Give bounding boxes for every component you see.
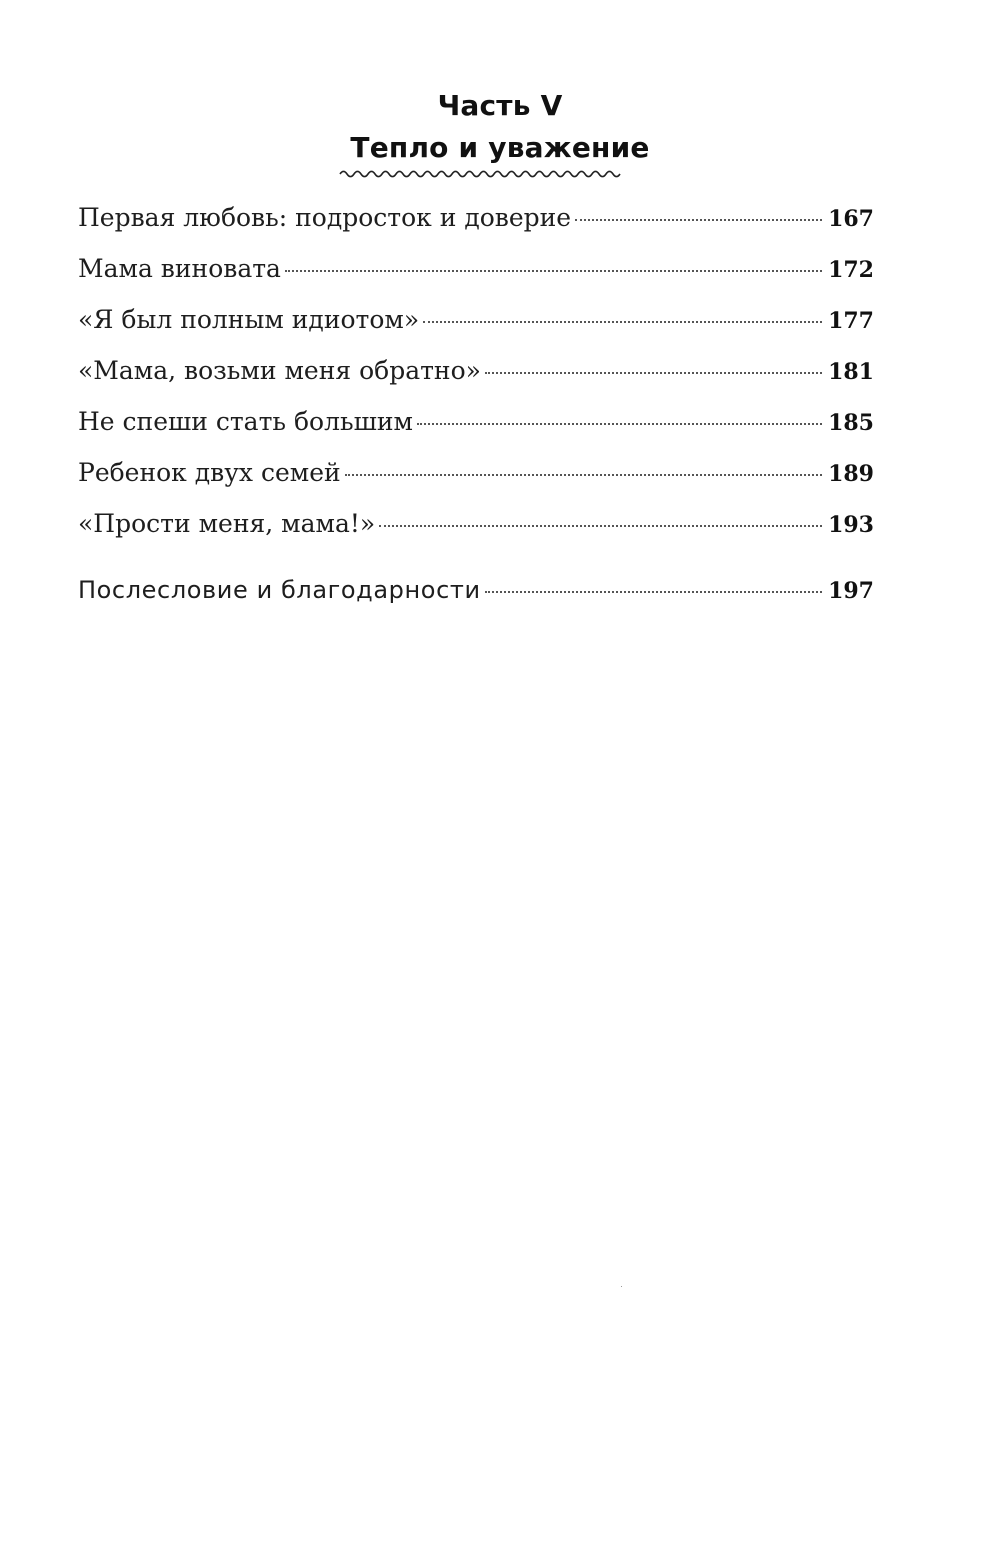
part-title: Тепло и уважение (350, 131, 650, 164)
toc-entry-title: «Прости меня, мама!» (78, 509, 376, 538)
wave-divider (339, 168, 625, 180)
dot-leader (485, 372, 822, 374)
toc-entry-title: Ребенок двух семей (78, 458, 341, 487)
dot-leader (575, 219, 822, 221)
part-number: Часть V (437, 89, 563, 122)
toc-entry[interactable] (78, 294, 874, 345)
toc-entry-title: Не спеши стать большим (78, 407, 413, 436)
toc-entry-afterword[interactable] (78, 565, 874, 616)
toc-entry-page: 189 (828, 461, 874, 487)
table-of-contents (78, 192, 874, 616)
toc-entry[interactable] (78, 498, 874, 549)
dot-leader (285, 270, 822, 272)
part-heading (0, 86, 1000, 168)
toc-entry[interactable] (78, 447, 874, 498)
print-speck (621, 1286, 622, 1287)
toc-entry-title: Мама виновата (78, 254, 281, 283)
toc-entry-page: 177 (828, 308, 874, 334)
dot-leader (345, 474, 822, 476)
toc-entry[interactable] (78, 396, 874, 447)
toc-entry[interactable] (78, 243, 874, 294)
toc-entry-page: 181 (828, 359, 874, 385)
toc-entry-page: 185 (828, 410, 874, 436)
dot-leader (379, 525, 822, 527)
toc-entry-title: «Мама, возьми меня обратно» (78, 356, 481, 385)
afterword-page: 197 (828, 578, 874, 604)
dot-leader (423, 321, 822, 323)
toc-entry[interactable] (78, 192, 874, 243)
dot-leader (417, 423, 822, 425)
afterword-title: Послесловие и благодарности (78, 576, 481, 604)
toc-entry[interactable] (78, 345, 874, 396)
toc-entry-page: 172 (828, 257, 874, 283)
toc-entry-title: Первая любовь: подросток и доверие (78, 203, 572, 232)
toc-entry-page: 193 (828, 512, 874, 538)
toc-entry-title: «Я был полным идиотом» (78, 305, 420, 334)
dot-leader (485, 591, 822, 593)
toc-entry-page: 167 (828, 206, 874, 232)
